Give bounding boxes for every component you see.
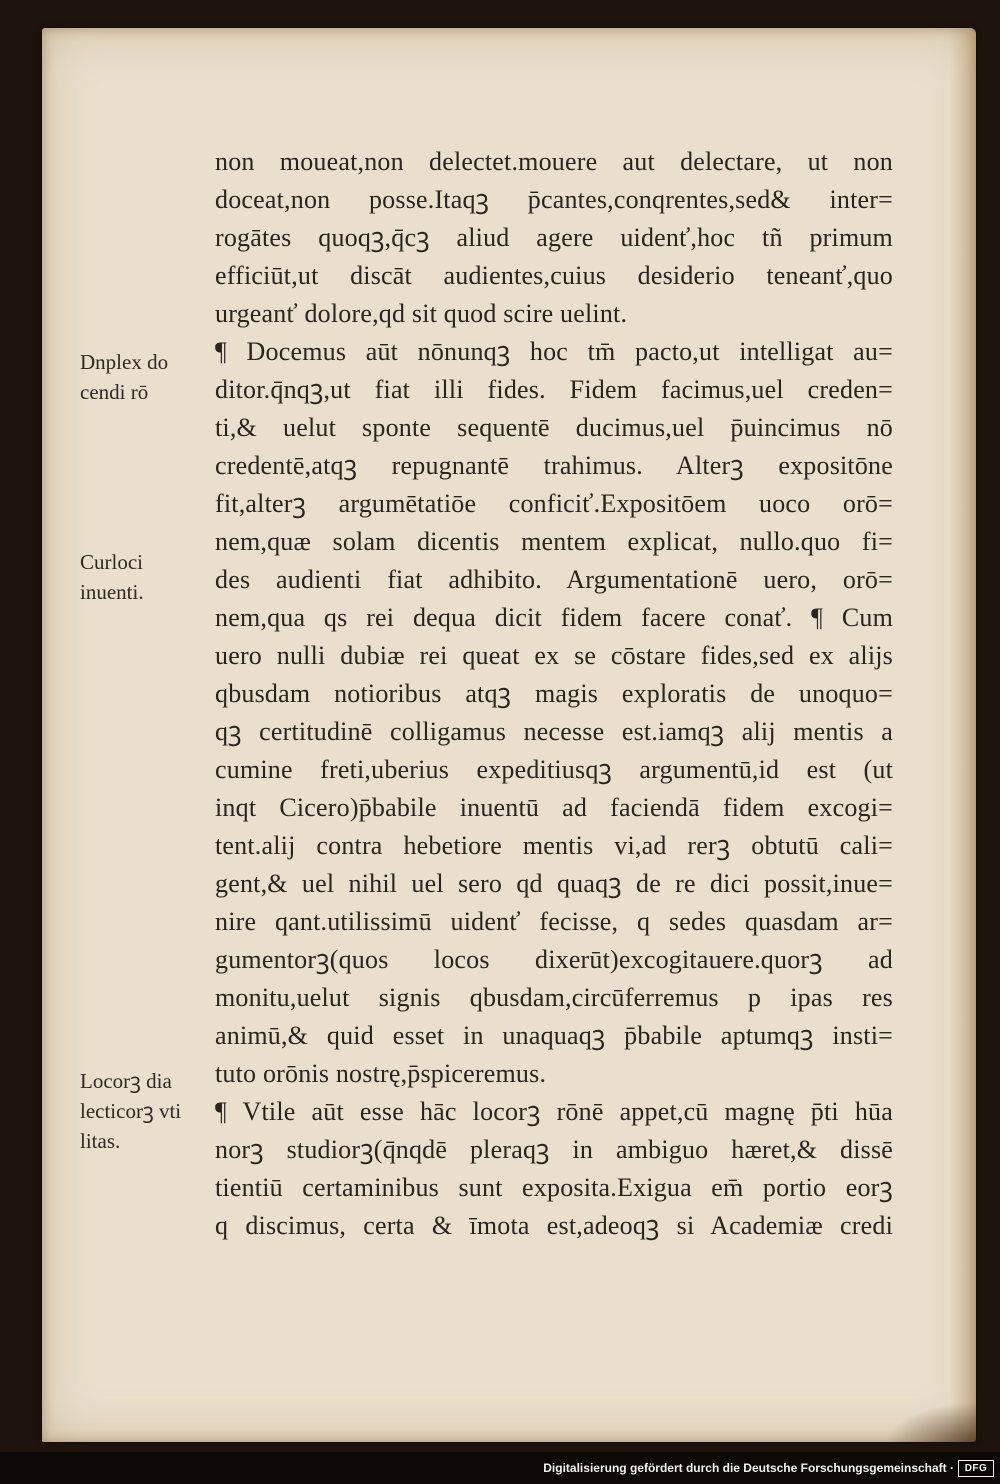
text-line: inqt Cicero)p̄babile inuentū ad faciendā fidem excogi= [215, 793, 893, 822]
text-line: tientiū certaminibus sunt exposita.Exigua em̄ portio eorꝫ [215, 1173, 893, 1202]
text-line: uero nulli dubiæ rei queat ex se cōstare fides,sed ex alijs [215, 641, 893, 670]
text-line: rogātes quoqꝫ,q̄cꝫ aliud agere uidenť,hoc tñ primum [215, 223, 893, 252]
marginal-note-line: Dnplex do [80, 350, 169, 374]
page-edge-shadow [950, 28, 976, 1442]
text-line: ditor.q̄nqꝫ,ut fiat illi fides. Fidem facimus,uel creden= [215, 375, 893, 404]
marginal-note-line: litas. [80, 1129, 121, 1153]
text-line: ¶ Vtile aūt esse hāc locorꝫ rōnē appet,cū magnę p̄ti hūa [215, 1097, 893, 1126]
text-line: tent.alij contra hebetiore mentis vi,ad rerꝫ obtutū cali= [215, 831, 893, 860]
text-line: non moueat,non delectet.mouere aut delectare, ut non [215, 147, 893, 176]
page-corner-stain [886, 1402, 976, 1442]
dfg-logo: DFG [958, 1460, 994, 1477]
marginal-note [80, 547, 210, 607]
text-line: cumine freti,uberius expeditiusqꝫ argumentū,id est (ut [215, 755, 893, 784]
text-line: efficiūt,ut discāt audientes,cuius desiderio teneanť,quo [215, 261, 893, 290]
text-line: nem,qua qs rei dequa dicit fidem facere conať. ¶ Cum [215, 603, 893, 632]
marginal-note-line: cendi rō [80, 380, 149, 404]
text-line: ti,& uelut sponte sequentē ducimus,uel p̄uincimus nō [215, 413, 893, 442]
marginal-note [80, 1066, 210, 1156]
marginal-note-line: lecticorꝫ vti [80, 1099, 182, 1123]
marginal-note-line: Curloci [80, 550, 143, 574]
funding-credit: Digitalisierung gefördert durch die Deutsche Forschungsgemeinschaft · [543, 1461, 954, 1475]
text-line: ¶ Docemus aūt nōnunqꝫ hoc tm̄ pacto,ut intelligat au= [215, 337, 893, 366]
text-line: tuto orōnis nostrę,p̄spiceremus. [215, 1059, 547, 1088]
marginal-note-line: Locorꝫ dia [80, 1069, 172, 1093]
text-line: norꝫ studiorꝫ(q̄nqdē pleraqꝫ in ambiguo hæret,& dissē [215, 1135, 893, 1164]
text-line: monitu,uelut signis qbusdam,circūferremus p ipas res [215, 983, 893, 1012]
text-line: qꝫ certitudinē colligamus necesse est.iamqꝫ alij mentis a [215, 717, 893, 746]
text-line: des audienti fiat adhibito. Argumentationē uero, orō= [215, 565, 893, 594]
digitization-footer [0, 1452, 1000, 1484]
text-line: urgeanť dolore,qd sit quod scire uelint. [215, 299, 628, 328]
text-line: animū,& quid esset in unaquaqꝫ p̄babile aptumqꝫ insti= [215, 1021, 893, 1050]
text-line: nem,quæ solam dicentis mentem explicat, nullo.quo fi= [215, 527, 893, 556]
text-line: doceat,non posse.Itaqꝫ p̄cantes,conqrentes,sed& inter= [215, 185, 893, 214]
text-line: credentē,atqꝫ repugnantē trahimus. Alterꝫ expositōne [215, 451, 893, 480]
text-line: gent,& uel nihil uel sero qd quaqꝫ de re dici possit,inue= [215, 869, 893, 898]
text-line: gumentorꝫ(quos locos dixerūt)excogitauere.quorꝫ ad [215, 945, 893, 974]
marginal-note [80, 347, 210, 407]
marginal-note-line: inuenti. [80, 580, 144, 604]
text-line: fit,alterꝫ argumētatiōe conficiť.Expositōem uoco orō= [215, 489, 893, 518]
text-line: nire qant.utilissimū uidenť fecisse, q sedes quasdam ar= [215, 907, 893, 936]
text-line: q discimus, certa & īmota est,adeoqꝫ si Academiæ credi [215, 1211, 893, 1240]
text-line: qbusdam notioribus atqꝫ magis exploratis de unoquo= [215, 679, 893, 708]
main-text-block [215, 143, 893, 1245]
